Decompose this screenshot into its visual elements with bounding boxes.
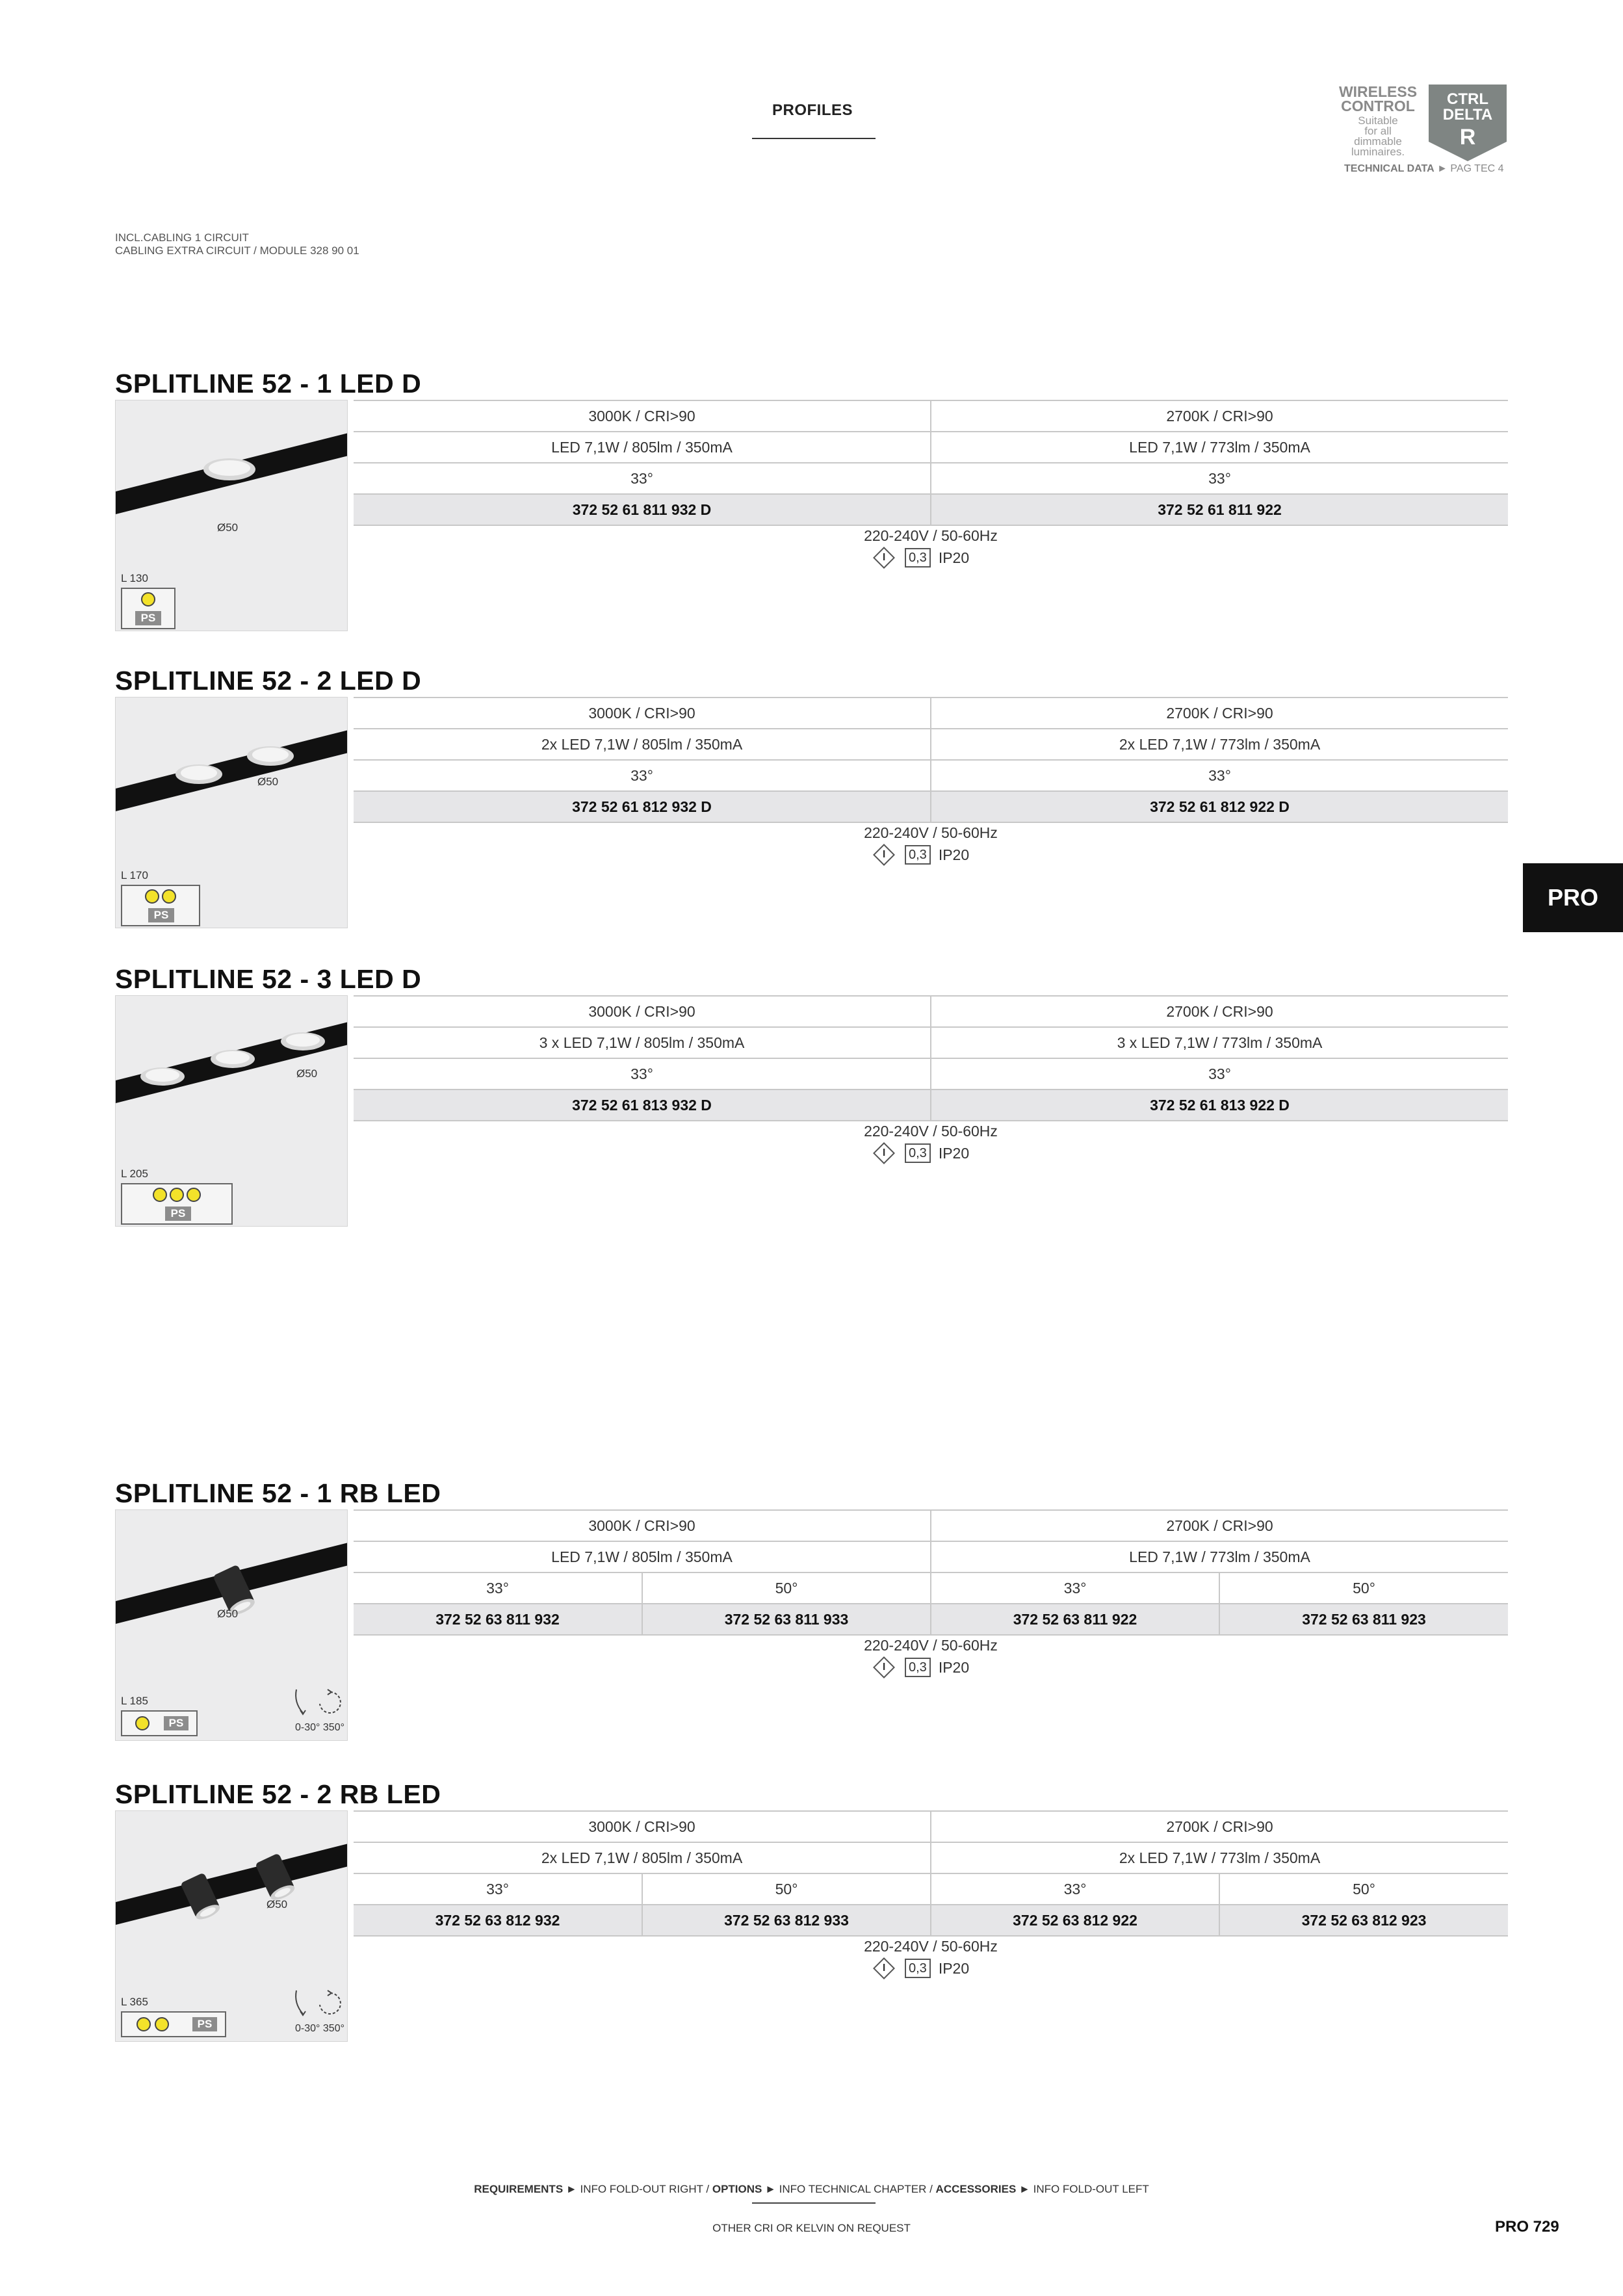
footer-note: OTHER CRI OR KELVIN ON REQUEST	[712, 2222, 911, 2234]
product-title: SPLITLINE 52 - 2 LED D	[115, 666, 422, 696]
arrow-right-icon: ►	[565, 2183, 577, 2195]
ctrl-delta-badge	[1429, 85, 1507, 161]
diameter-label: Ø50	[266, 1898, 288, 1911]
product-image	[115, 995, 348, 1227]
product-code[interactable]: 372 52 63 812 932	[354, 1905, 642, 1936]
ip-rating: IP20	[938, 549, 970, 566]
product-code[interactable]: 372 52 63 812 933	[642, 1905, 931, 1936]
svg-text:DELTA: DELTA	[1442, 106, 1493, 124]
footer-divider	[752, 2202, 876, 2204]
spec-table: 3000K / CRI>90 2700K / CRI>90 LED 7,1W / 805lm / 350mA LED 7,1W / 773lm / 350mA 33° 33° 372 52 61 811 932 D 372 52 61 811 922	[354, 400, 1508, 526]
product-code[interactable]: 372 52 63 811 932	[354, 1604, 642, 1635]
product-image	[115, 400, 348, 631]
product-code[interactable]: 372 52 63 811 933	[642, 1604, 931, 1635]
technical-data-link[interactable]: TECHNICAL DATA ► PAG TEC 4	[1344, 163, 1504, 174]
cabling-note: INCL.CABLING 1 CIRCUIT CABLING EXTRA CIRCUIT / MODULE 328 90 01	[115, 231, 359, 257]
led-dot-icon	[141, 592, 155, 607]
product-image	[115, 1810, 348, 2042]
standby-power-icon: 0,3	[905, 548, 931, 567]
svg-text:CTRL: CTRL	[1447, 90, 1488, 108]
class-i-icon: I	[873, 1142, 895, 1164]
spec-table: 3000K / CRI>90 2700K / CRI>90 2x LED 7,1W / 805lm / 350mA 2x LED 7,1W / 773lm / 350mA 33° 50° 33° 50° 372 52 63 812 932 372 52 63 812 933 372 52 63 812 922 372 52 63 812 923	[354, 1810, 1508, 1937]
product-code[interactable]: 372 52 63 812 923	[1219, 1905, 1508, 1936]
wireless-control-label: WIRELESS CONTROL	[1338, 83, 1418, 114]
product-code[interactable]: 372 52 63 811 923	[1219, 1604, 1508, 1635]
diameter-label: Ø50	[257, 776, 279, 788]
diameter-label: Ø50	[217, 521, 239, 534]
product-code[interactable]: 372 52 61 813 932 D	[354, 1089, 931, 1121]
spec-table: 3000K / CRI>90 2700K / CRI>90 3 x LED 7,1W / 805lm / 350mA 3 x LED 7,1W / 773lm / 350mA 33° 33° 372 52 61 813 932 D 372 52 61 813 922 D	[354, 995, 1508, 1121]
product-code[interactable]: 372 52 61 811 922	[931, 494, 1508, 525]
product-code[interactable]: 372 52 63 811 922	[931, 1604, 1219, 1635]
arrow-right-icon: ►	[765, 2183, 776, 2195]
suitable-note: Suitable for all dimmable luminaires.	[1351, 114, 1405, 158]
standby-power-icon: 0,3	[905, 1143, 931, 1163]
diameter-label: Ø50	[217, 1608, 239, 1620]
product-section	[115, 1477, 1508, 1733]
spec-icons	[871, 845, 969, 865]
led-dot-icon	[187, 1188, 201, 1202]
voltage-label: 220-240V / 50-60Hz	[864, 1123, 998, 1140]
ps-diagram: PS	[121, 2011, 226, 2037]
section-tab-pro[interactable]: PRO	[1523, 863, 1623, 932]
product-image	[115, 1509, 348, 1741]
spec-table: 3000K / CRI>90 2700K / CRI>90 2x LED 7,1W / 805lm / 350mA 2x LED 7,1W / 773lm / 350mA 33° 33° 372 52 61 812 932 D 372 52 61 812 922 D	[354, 697, 1508, 823]
product-code[interactable]: 372 52 63 812 922	[931, 1905, 1219, 1936]
ip-rating: IP20	[938, 1144, 970, 1162]
ps-diagram: PS	[121, 1710, 198, 1736]
spec-icons	[871, 1658, 969, 1677]
arrow-right-icon: ►	[1437, 163, 1448, 174]
class-i-icon: I	[873, 547, 895, 569]
ps-diagram: PS	[121, 588, 175, 629]
product-code[interactable]: 372 52 61 813 922 D	[931, 1089, 1508, 1121]
class-i-icon: I	[873, 1656, 895, 1678]
length-label: L 130	[121, 572, 148, 584]
length-label: L 170	[121, 869, 148, 881]
svg-text:R: R	[1459, 125, 1476, 150]
spec-icons	[871, 548, 969, 567]
product-title: SPLITLINE 52 - 2 RB LED	[115, 1779, 441, 1809]
standby-power-icon: 0,3	[905, 845, 931, 865]
page-section-title: PROFILES	[772, 101, 853, 119]
led-dot-icon	[155, 2017, 169, 2031]
footer-legend: REQUIREMENTS ► INFO FOLD-OUT RIGHT / OPTIONS ► INFO TECHNICAL CHAPTER / ACCESSORIES ► INFO FOLD-OUT LEFT	[474, 2183, 1149, 2195]
led-dot-icon	[153, 1188, 167, 1202]
spec-icons	[871, 1143, 969, 1163]
arrow-right-icon: ►	[1019, 2183, 1030, 2195]
rotation-icon	[291, 1687, 343, 1721]
rotation-label: 0-30° 350°	[295, 2023, 344, 2034]
ip-rating: IP20	[938, 1658, 970, 1676]
length-label: L 185	[121, 1695, 148, 1707]
voltage-label: 220-240V / 50-60Hz	[864, 824, 998, 841]
product-section	[115, 963, 1508, 1220]
product-section	[115, 664, 1508, 921]
led-dot-icon	[145, 889, 159, 904]
product-image	[115, 697, 348, 928]
rotation-icon	[291, 1988, 343, 2022]
standby-power-icon: 0,3	[905, 1959, 931, 1978]
class-i-icon: I	[873, 1957, 895, 1979]
class-i-icon: I	[873, 844, 895, 866]
length-label: L 205	[121, 1168, 148, 1180]
product-code[interactable]: 372 52 61 812 932 D	[354, 791, 931, 822]
spec-table: 3000K / CRI>90 2700K / CRI>90 LED 7,1W / 805lm / 350mA LED 7,1W / 773lm / 350mA 33° 50° 33° 50° 372 52 63 811 932 372 52 63 811 933 372 52 63 811 922 372 52 63 811 923	[354, 1509, 1508, 1636]
ip-rating: IP20	[938, 1959, 970, 1977]
title-underline	[752, 138, 876, 139]
length-label: L 365	[121, 1996, 148, 2008]
product-code[interactable]: 372 52 61 812 922 D	[931, 791, 1508, 822]
diameter-label: Ø50	[296, 1067, 318, 1080]
standby-power-icon: 0,3	[905, 1658, 931, 1677]
ps-diagram: PS	[121, 885, 200, 926]
led-dot-icon	[135, 1716, 149, 1730]
product-title: SPLITLINE 52 - 3 LED D	[115, 964, 422, 994]
voltage-label: 220-240V / 50-60Hz	[864, 1637, 998, 1654]
spec-icons	[871, 1959, 969, 1978]
product-section	[115, 1778, 1508, 2034]
led-dot-icon	[162, 889, 176, 904]
ps-diagram: PS	[121, 1183, 233, 1225]
voltage-label: 220-240V / 50-60Hz	[864, 527, 998, 544]
ip-rating: IP20	[938, 846, 970, 863]
led-dot-icon	[136, 2017, 151, 2031]
product-section	[115, 367, 1508, 624]
voltage-label: 220-240V / 50-60Hz	[864, 1938, 998, 1955]
led-dot-icon	[170, 1188, 184, 1202]
page-number: PRO 729	[1495, 2218, 1559, 2236]
product-code[interactable]: 372 52 61 811 932 D	[354, 494, 931, 525]
product-title: SPLITLINE 52 - 1 RB LED	[115, 1478, 441, 1508]
rotation-label: 0-30° 350°	[295, 1722, 344, 1733]
product-title: SPLITLINE 52 - 1 LED D	[115, 369, 422, 398]
